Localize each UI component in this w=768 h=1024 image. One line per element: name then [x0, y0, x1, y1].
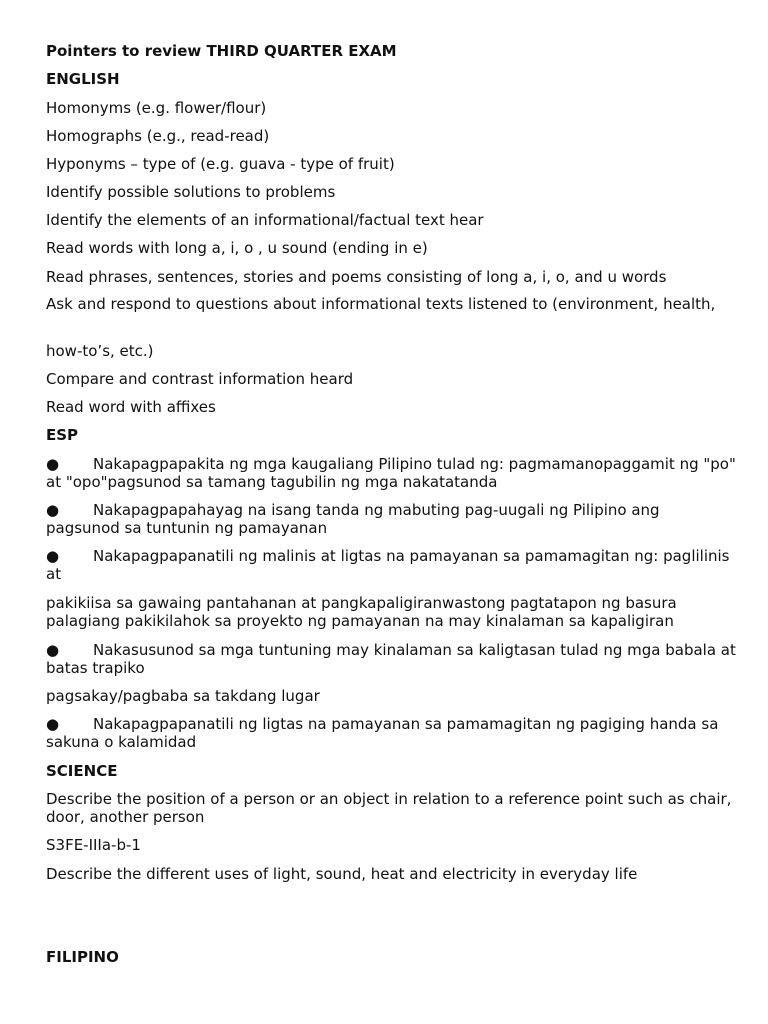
english-item: how-to’s, etc.) — [46, 342, 154, 360]
esp-item-continuation: pagsakay/pagbaba sa takdang lugar — [46, 687, 320, 705]
esp-item-text: Nakasusunod sa mga tuntuning may kinalaman sa kaligtasan tulad ng mga babala at batas trapiko — [46, 641, 736, 677]
esp-item-text: Nakapagpapanatili ng ligtas na pamayanan sa pamamagitan ng pagiging handa sa sakuna o kalamidad — [46, 715, 719, 751]
science-item: S3FE-IIIa-b-1 — [46, 836, 141, 854]
english-item: Homographs (e.g., read-read) — [46, 127, 270, 145]
english-item: Read word with affixes — [46, 398, 216, 416]
english-item: Hyponyms – type of (e.g. guava - type of fruit) — [46, 155, 395, 173]
esp-bullet-item — [46, 455, 736, 491]
science-item: Describe the different uses of light, sound, heat and electricity in everyday life — [46, 865, 638, 883]
bullet-icon: ● — [46, 455, 60, 473]
esp-item-text: Nakapagpapanatili ng malinis at ligtas na pamayanan sa pamamagitan ng: paglilinis at — [46, 547, 730, 583]
esp-bullet-item — [46, 501, 736, 537]
english-item: Identify possible solutions to problems — [46, 183, 336, 201]
document-title: Pointers to review THIRD QUARTER EXAM — [46, 42, 397, 60]
esp-bullet-item — [46, 641, 736, 677]
english-item: Identify the elements of an informational/factual text hear — [46, 211, 484, 229]
esp-bullet-item — [46, 715, 736, 751]
section-heading-english: ENGLISH — [46, 70, 120, 88]
section-heading-esp: ESP — [46, 426, 79, 444]
bullet-icon: ● — [46, 641, 60, 659]
bullet-icon: ● — [46, 715, 60, 733]
english-item: Read words with long a, i, o , u sound (ending in e) — [46, 239, 428, 257]
bullet-icon: ● — [46, 547, 60, 565]
esp-bullet-item — [46, 547, 736, 583]
english-item: Read phrases, sentences, stories and poems consisting of long a, i, o, and u words — [46, 268, 667, 286]
esp-item-text: Nakapagpapakita ng mga kaugaliang Pilipino tulad ng: pagmamanopaggamit ng "po" at "opo"pagsunod sa tamang tagubilin ng mga nakatatanda — [46, 455, 736, 491]
english-item: Homonyms (e.g. flower/flour) — [46, 99, 267, 117]
science-item: Describe the position of a person or an object in relation to a reference point such as chair, door, another person — [46, 790, 732, 826]
esp-item-continuation: pakikiisa sa gawaing pantahanan at pangkapaligiranwastong pagtatapon ng basura palagiang pakikilahok sa proyekto ng pamayanan na may kinalaman sa kapaligiran — [46, 594, 677, 630]
section-heading-filipino: FILIPINO — [46, 948, 119, 966]
esp-item-text: Nakapagpapahayag na isang tanda ng mabuting pag-uugali ng Pilipino ang pagsunod sa tuntunin ng pamayanan — [46, 501, 660, 537]
section-heading-science: SCIENCE — [46, 762, 118, 780]
english-item: Compare and contrast information heard — [46, 370, 354, 388]
bullet-icon: ● — [46, 501, 60, 519]
english-item: Ask and respond to questions about informational texts listened to (environment, health, — [46, 295, 716, 313]
